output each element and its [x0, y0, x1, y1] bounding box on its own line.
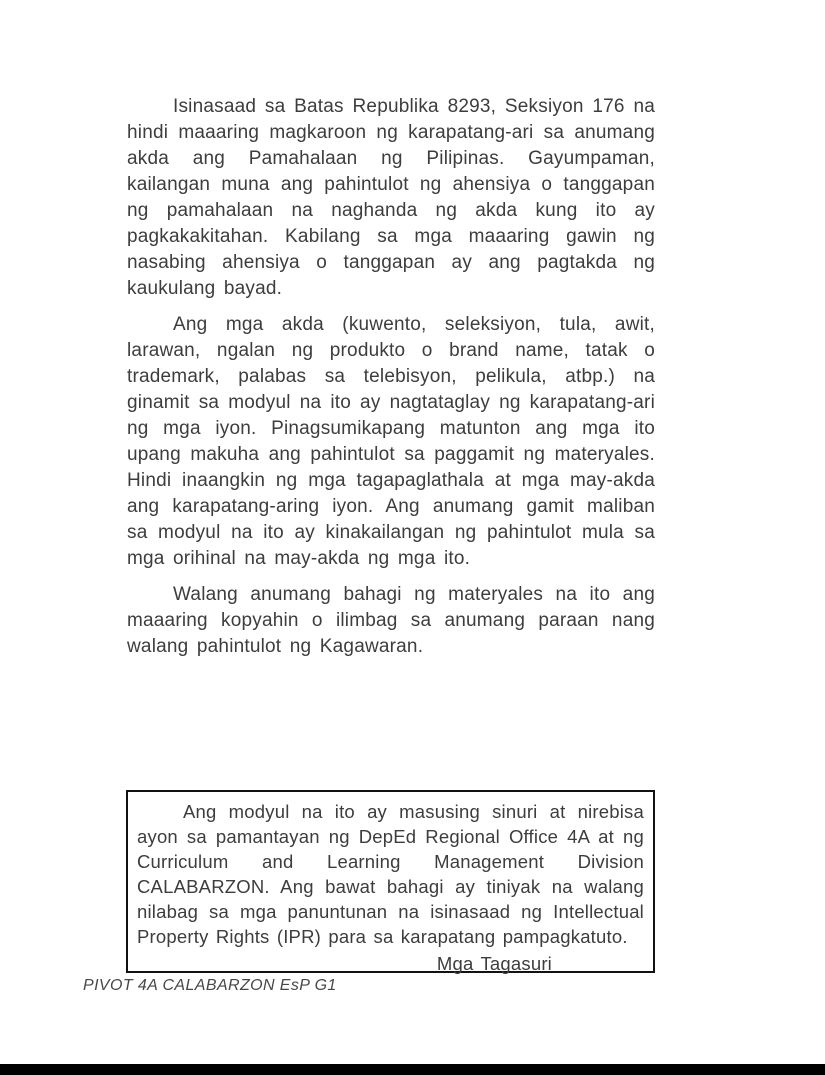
- paragraph-works-attribution: Ang mga akda (kuwento, seleksiyon, tula, awit, larawan, ngalan ng produkto o brand name, tatak o trademark, palabas sa telebisyon, pelikula, atbp.) na ginamit sa modyul na ito ay nagtataglay ng karapatang-ari ng mga iyon. Pinagsumikapang matunton ang mga ito upang makuha ang pahintulot sa paggamit ng materyales. Hindi inaangkin ng mga tagapaglathala at mga may-akda ang karapatang-aring iyon. Ang anumang gamit maliban sa modyul na ito ay kinakailangan ng pahintulot mula sa mga orihinal na may-akda ng mga ito.: [127, 314, 655, 569]
- copyright-notice-section: [127, 94, 655, 670]
- page-bottom-bar: [0, 1064, 825, 1075]
- paragraph-copyright-law: Isinasaad sa Batas Republika 8293, Seksiyon 176 na hindi maaaring magkaroon ng karapatang-ari sa anumang akda ang Pamahalaan ng Pilipinas. Gayumpaman, kailangan muna ang pahintulot ng ahensiya o tanggapan ng pamahalaan na naghanda ng akda kung ito ay pagkakakitahan. Kabilang sa mga maaaring gawin ng nasabing ahensiya o tanggapan ay ang pagtakda ng kaukulang bayad.: [127, 96, 655, 299]
- certification-signature: Mga Tagasuri: [436, 953, 552, 974]
- page-footer: PIVOT 4A CALABARZON EsP G1: [83, 977, 337, 994]
- certification-text: Ang modyul na ito ay masusing sinuri at nirebisa ayon sa pamantayan ng DepEd Regional Office 4A at ng Curriculum and Learning Management Division CALABARZON. Ang bawat bahagi ay tiniyak na walang nilabag sa mga panuntunan na isinasaad ng Intellectual Property Rights (IPR) para sa karapatang pampagkatuto.: [137, 801, 644, 947]
- certification-box: [126, 790, 655, 973]
- paragraph-reproduction-restriction: Walang anumang bahagi ng materyales na ito ang maaaring kopyahin o ilimbag sa anumang paraan nang walang pahintulot ng Kagawaran.: [127, 584, 655, 657]
